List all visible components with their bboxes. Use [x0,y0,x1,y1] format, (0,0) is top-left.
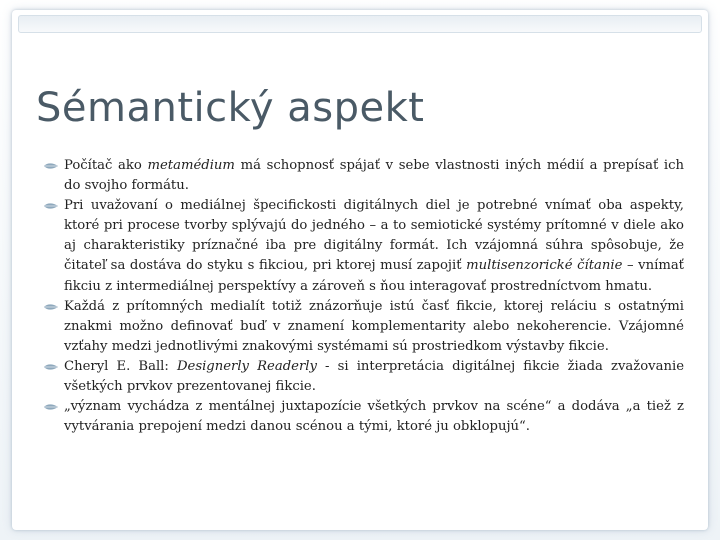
bullet-emphasis: multisenzorické čítanie [466,258,623,274]
bullet-item [44,196,684,296]
leaf-bullet-icon [44,363,58,371]
bullet-item [44,397,684,437]
bullet-item [44,297,684,357]
bullet-text: Cheryl E. Ball: [64,358,177,374]
bullet-text: Každá z prítomných medialít totiž znázorňuje istú časť fikcie, ktorej reláciu s ostatnými znakmi možno definovať buď v znamení komplementarity alebo nekoherencie. Vzájomné vzťahy medzi jednotlivými znakovými systémami sú prostriedkom výstavby fikcie. [64,298,684,354]
leaf-bullet-icon [44,162,58,170]
bullet-emphasis: Designerly Readerly [176,358,317,374]
bullet-text: má schopnosť spájať v sebe vlastnosti iných médií a prepísať ich do svojho formátu. [64,158,684,194]
bullet-text: - si interpretácia digitálnej fikcie žiada zvažovanie všetkých prvkov prezentovanej fikcie. [64,358,684,395]
bullet-emphasis: metamédium [147,158,235,173]
bullet-text: Počítač ako [64,158,148,173]
bullet-item [44,156,684,196]
leaf-bullet-icon [44,202,58,210]
bullet-list [44,156,684,437]
bullet-text: – vnímať fikciu z intermediálnej perspektívy a zároveň s ňou interagovať prostredníctvom hmatu. [64,258,684,294]
bullet-text: „význam vychádza z mentálnej juxtapozície všetkých prvkov na scéne“ a dodáva „a tiež z vytvárania prepojení medzi danou scénou a tými, ktoré ju obklopujú“. [64,399,684,435]
bullet-text: Pri uvažovaní o mediálnej špecifickosti digitálnych diel je potrebné vnímať oba aspekty, ktoré pri procese tvorby splývajú do jedného – a to semiotické systémy prítomné v diele ako aj charakteristiky príznačné iba pre digitálny formát. Ich vzájomná súhra spôsobuje, že čitateľ sa dostáva do styku s fikciou, pri ktorej musí zapojiť [64,198,684,274]
leaf-bullet-icon [44,403,58,411]
leaf-bullet-icon [44,303,58,311]
slide-title: Sémantický aspekt [36,85,425,131]
bullet-item [44,357,684,397]
